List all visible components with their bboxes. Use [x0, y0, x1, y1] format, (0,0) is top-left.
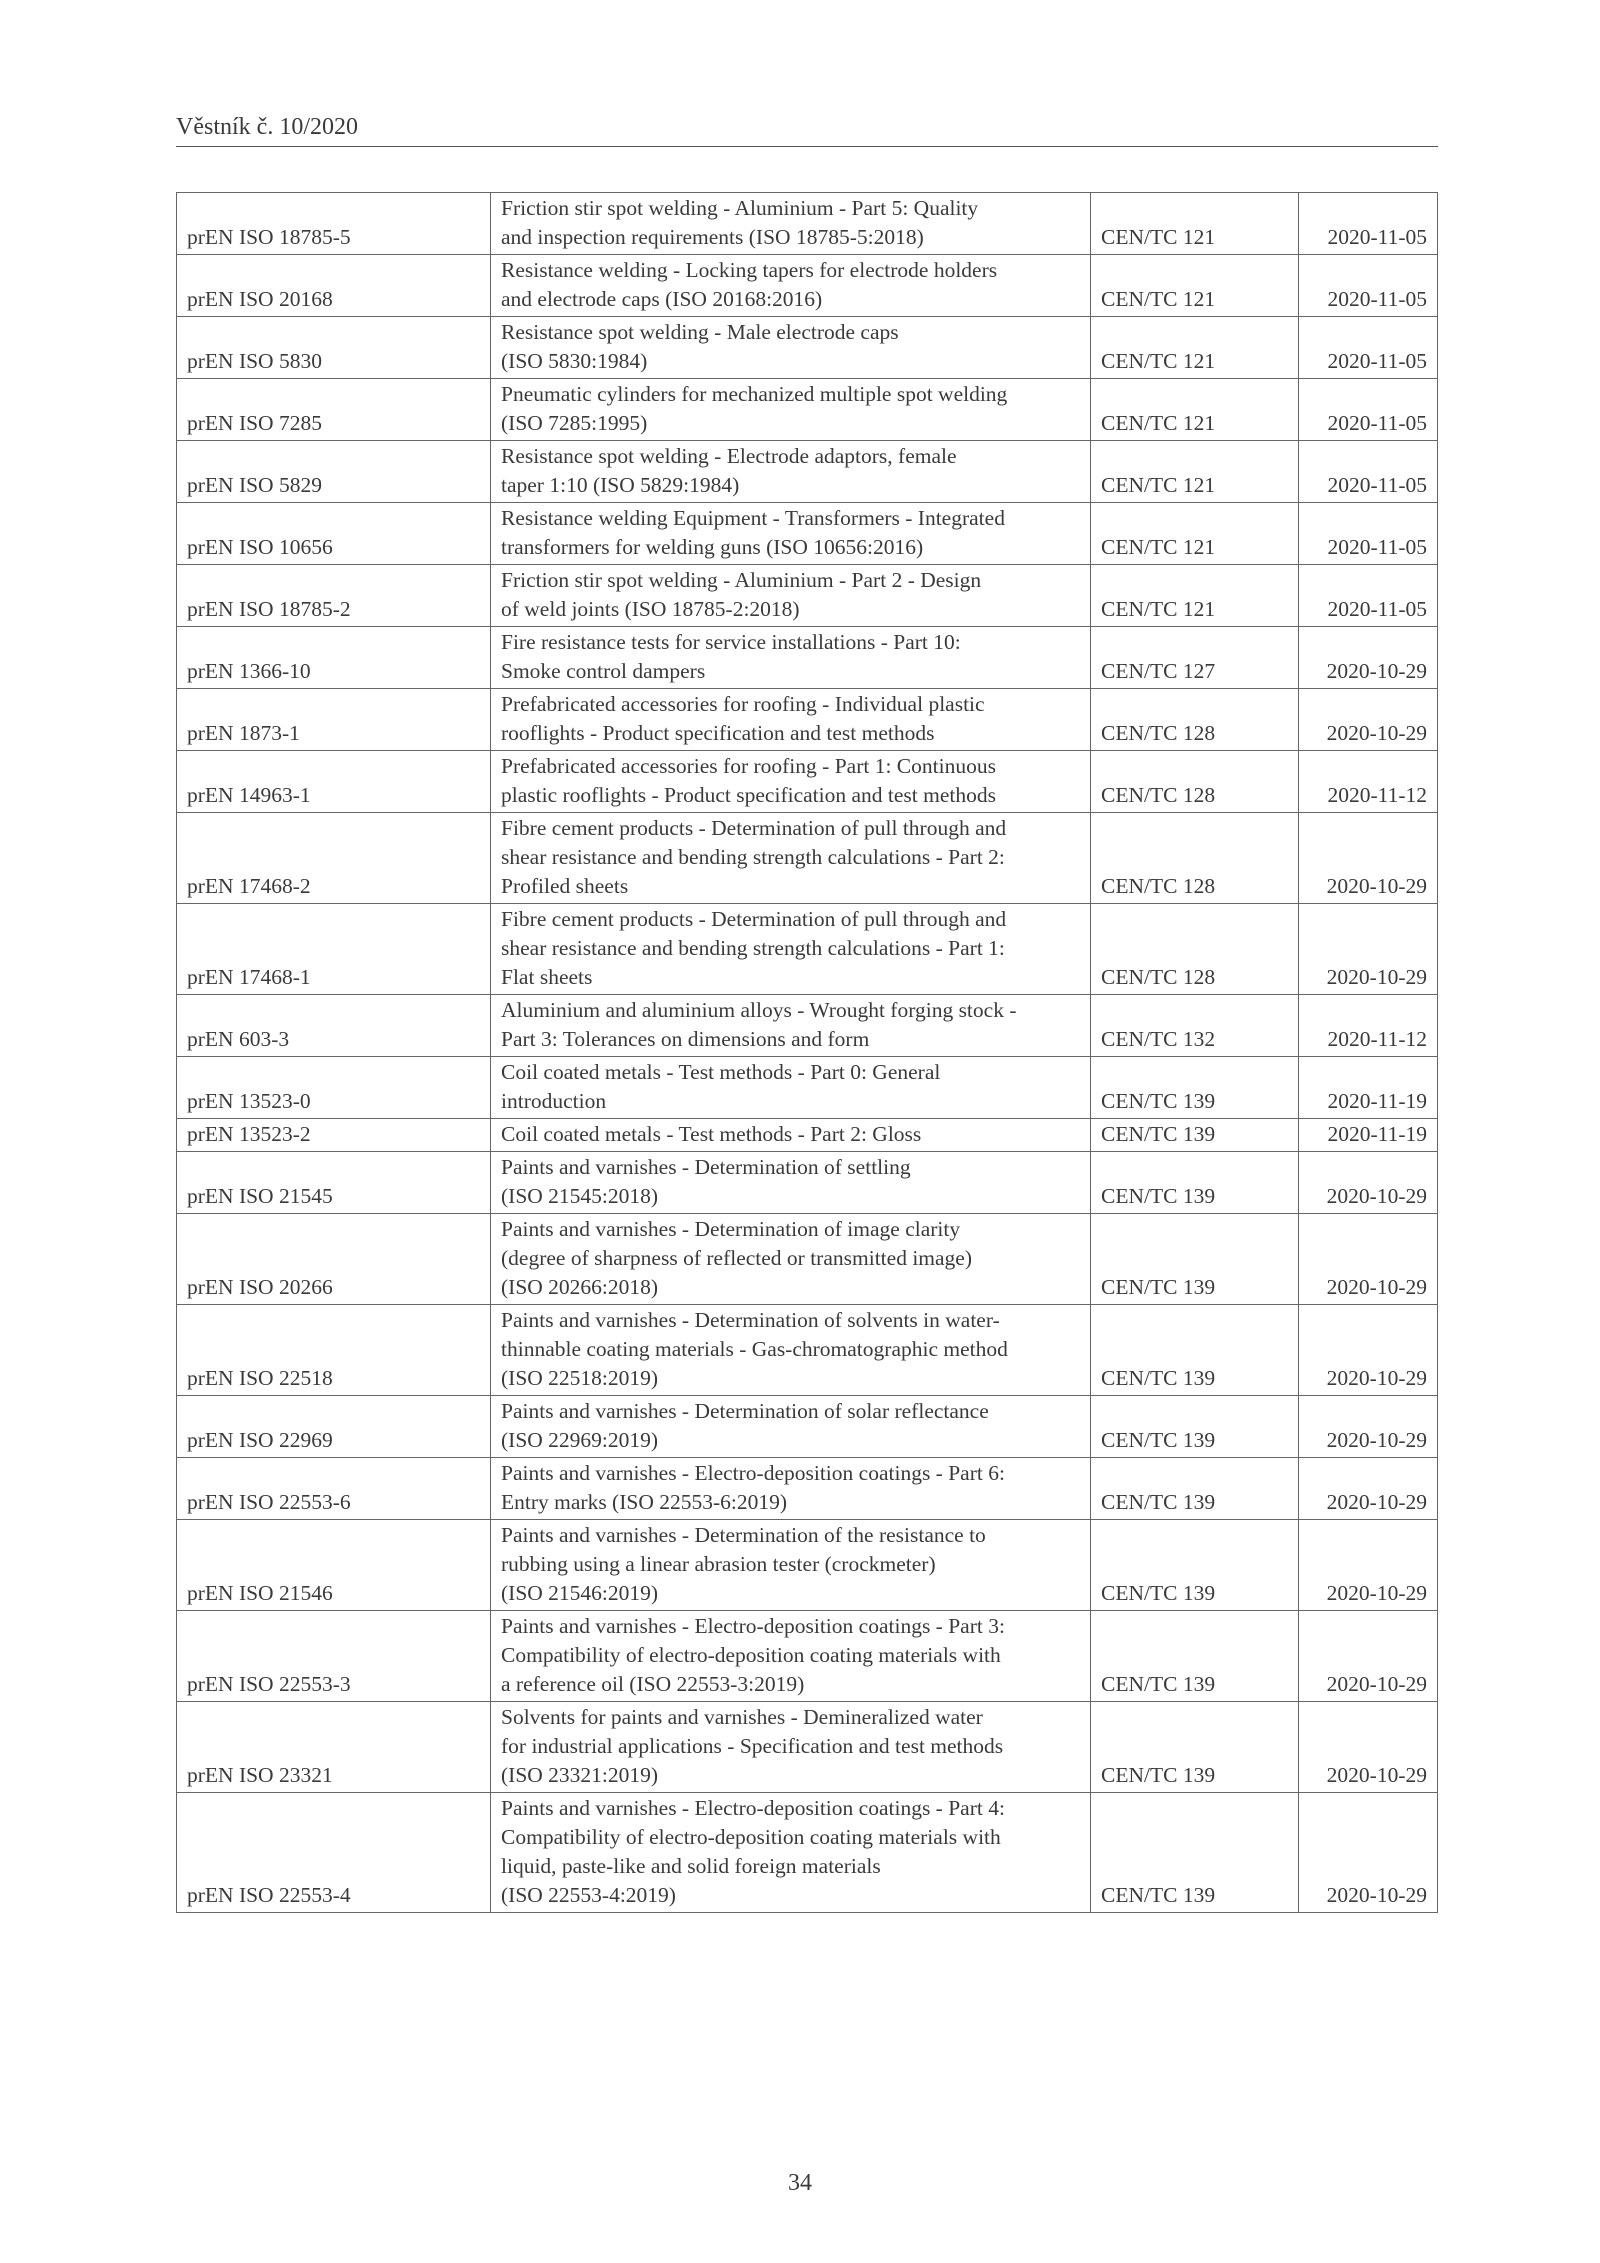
standard-code: prEN 14963-1: [177, 751, 491, 813]
standard-title-line: (ISO 7285:1995): [501, 411, 648, 435]
standard-title: [491, 1611, 1091, 1702]
table-row: [177, 1305, 1438, 1396]
standard-title-line: Coil coated metals - Test methods - Part 0: General: [501, 1060, 941, 1084]
deadline-date: 2020-10-29: [1299, 1793, 1438, 1913]
standard-title: [491, 503, 1091, 565]
standard-title-line: thinnable coating materials - Gas-chromatographic method: [501, 1337, 1008, 1361]
standard-code: prEN ISO 20168: [177, 255, 491, 317]
technical-committee: CEN/TC 139: [1091, 1396, 1299, 1458]
table-row: [177, 1119, 1438, 1152]
technical-committee: CEN/TC 139: [1091, 1520, 1299, 1611]
standard-code: prEN ISO 18785-2: [177, 565, 491, 627]
standard-title-line: Coil coated metals - Test methods - Part 2: Gloss: [501, 1122, 922, 1146]
standard-title: [491, 904, 1091, 995]
standard-code: prEN 1366-10: [177, 627, 491, 689]
standard-code: prEN 17468-2: [177, 813, 491, 904]
table-row: [177, 1611, 1438, 1702]
table-row: [177, 441, 1438, 503]
standard-title: [491, 751, 1091, 813]
standard-title-line: Profiled sheets: [501, 874, 629, 898]
standard-title-line: shear resistance and bending strength calculations - Part 2:: [501, 845, 1005, 869]
technical-committee: CEN/TC 121: [1091, 255, 1299, 317]
deadline-date: 2020-10-29: [1299, 1305, 1438, 1396]
table-row: [177, 193, 1438, 255]
standard-title-line: and inspection requirements (ISO 18785-5:2018): [501, 225, 924, 249]
standard-code: prEN ISO 22553-3: [177, 1611, 491, 1702]
standard-title: [491, 317, 1091, 379]
standard-title: [491, 813, 1091, 904]
table-row: [177, 1793, 1438, 1913]
table-row: [177, 1702, 1438, 1793]
technical-committee: CEN/TC 121: [1091, 317, 1299, 379]
standard-title-line: (ISO 21546:2019): [501, 1581, 659, 1605]
technical-committee: CEN/TC 121: [1091, 193, 1299, 255]
standard-title-line: (ISO 21545:2018): [501, 1184, 659, 1208]
standard-title-line: transformers for welding guns (ISO 10656:2016): [501, 535, 924, 559]
standard-title: [491, 379, 1091, 441]
standard-title: [491, 1520, 1091, 1611]
standard-title-line: Part 3: Tolerances on dimensions and form: [501, 1027, 870, 1051]
standard-title-line: for industrial applications - Specification and test methods: [501, 1734, 1004, 1758]
standard-code: prEN 17468-1: [177, 904, 491, 995]
technical-committee: CEN/TC 139: [1091, 1152, 1299, 1214]
standard-title: [491, 441, 1091, 503]
standard-title: [491, 1793, 1091, 1913]
standard-code: prEN ISO 20266: [177, 1214, 491, 1305]
deadline-date: 2020-10-29: [1299, 1702, 1438, 1793]
standard-title-line: taper 1:10 (ISO 5829:1984): [501, 473, 740, 497]
standard-code: prEN ISO 22553-4: [177, 1793, 491, 1913]
technical-committee: CEN/TC 139: [1091, 1214, 1299, 1305]
standard-title-line: and electrode caps (ISO 20168:2016): [501, 287, 823, 311]
standard-code: prEN ISO 23321: [177, 1702, 491, 1793]
technical-committee: CEN/TC 121: [1091, 565, 1299, 627]
standard-code: prEN ISO 22969: [177, 1396, 491, 1458]
standard-title: [491, 1152, 1091, 1214]
standard-title-line: Solvents for paints and varnishes - Demineralized water: [501, 1705, 983, 1729]
page-header: [176, 112, 1438, 147]
deadline-date: 2020-10-29: [1299, 1611, 1438, 1702]
technical-committee: CEN/TC 121: [1091, 441, 1299, 503]
standard-title-line: Smoke control dampers: [501, 659, 706, 683]
technical-committee: CEN/TC 132: [1091, 995, 1299, 1057]
technical-committee: CEN/TC 121: [1091, 503, 1299, 565]
standards-table: [176, 192, 1438, 1913]
table-row: [177, 1057, 1438, 1119]
standard-code: prEN ISO 10656: [177, 503, 491, 565]
standard-title-line: Resistance spot welding - Electrode adaptors, female: [501, 444, 957, 468]
standard-code: prEN ISO 18785-5: [177, 193, 491, 255]
standard-title: [491, 689, 1091, 751]
deadline-date: 2020-10-29: [1299, 1396, 1438, 1458]
table-row: [177, 1152, 1438, 1214]
standard-code: prEN 1873-1: [177, 689, 491, 751]
standard-title-line: shear resistance and bending strength calculations - Part 1:: [501, 936, 1005, 960]
standard-code: prEN ISO 21545: [177, 1152, 491, 1214]
standard-title-line: liquid, paste-like and solid foreign materials: [501, 1854, 881, 1878]
deadline-date: 2020-11-05: [1299, 317, 1438, 379]
standard-title-line: (ISO 20266:2018): [501, 1275, 659, 1299]
technical-committee: CEN/TC 128: [1091, 813, 1299, 904]
standard-title-line: Paints and varnishes - Electro-deposition coatings - Part 4:: [501, 1796, 1005, 1820]
deadline-date: 2020-11-05: [1299, 255, 1438, 317]
table-row: [177, 503, 1438, 565]
deadline-date: 2020-11-12: [1299, 995, 1438, 1057]
standard-title: [491, 1458, 1091, 1520]
journal-title: Věstník č. 10/2020: [176, 114, 358, 140]
standard-title-line: (ISO 22553-4:2019): [501, 1883, 676, 1907]
page-number: 34: [788, 2170, 812, 2196]
technical-committee: CEN/TC 139: [1091, 1119, 1299, 1152]
table-row: [177, 379, 1438, 441]
standard-code: prEN ISO 21546: [177, 1520, 491, 1611]
table-row: [177, 751, 1438, 813]
standard-title-line: plastic rooflights - Product specification and test methods: [501, 783, 996, 807]
technical-committee: CEN/TC 139: [1091, 1611, 1299, 1702]
standard-title-line: Paints and varnishes - Determination of solar reflectance: [501, 1399, 989, 1423]
standard-title-line: (ISO 22969:2019): [501, 1428, 659, 1452]
table-row: [177, 904, 1438, 995]
technical-committee: CEN/TC 127: [1091, 627, 1299, 689]
standard-title-line: Paints and varnishes - Determination of the resistance to: [501, 1523, 986, 1547]
standard-title-line: Paints and varnishes - Determination of settling: [501, 1155, 911, 1179]
deadline-date: 2020-10-29: [1299, 627, 1438, 689]
standard-title-line: Friction stir spot welding - Aluminium - Part 5: Quality: [501, 196, 979, 220]
technical-committee: CEN/TC 139: [1091, 1702, 1299, 1793]
standard-code: prEN 603-3: [177, 995, 491, 1057]
deadline-date: 2020-10-29: [1299, 689, 1438, 751]
deadline-date: 2020-10-29: [1299, 813, 1438, 904]
standard-title-line: Pneumatic cylinders for mechanized multiple spot welding: [501, 382, 1008, 406]
technical-committee: CEN/TC 121: [1091, 379, 1299, 441]
deadline-date: 2020-11-05: [1299, 193, 1438, 255]
standard-title: [491, 1119, 1091, 1152]
deadline-date: 2020-10-29: [1299, 1214, 1438, 1305]
standard-title-line: Resistance spot welding - Male electrode caps: [501, 320, 899, 344]
standard-title-line: Fire resistance tests for service installations - Part 10:: [501, 630, 961, 654]
standard-code: prEN 13523-0: [177, 1057, 491, 1119]
standard-title-line: Resistance welding - Locking tapers for electrode holders: [501, 258, 998, 282]
standard-title-line: Fibre cement products - Determination of pull through and: [501, 816, 1007, 840]
standard-code: prEN ISO 5830: [177, 317, 491, 379]
table-row: [177, 813, 1438, 904]
deadline-date: 2020-11-12: [1299, 751, 1438, 813]
standard-title-line: Paints and varnishes - Determination of solvents in water-: [501, 1308, 1000, 1332]
standard-title-line: (ISO 22518:2019): [501, 1366, 659, 1390]
standard-title: [491, 1214, 1091, 1305]
standard-title: [491, 255, 1091, 317]
deadline-date: 2020-11-05: [1299, 441, 1438, 503]
standard-title: [491, 565, 1091, 627]
standard-title-line: Friction stir spot welding - Aluminium - Part 2 - Design: [501, 568, 982, 592]
standard-code: prEN ISO 7285: [177, 379, 491, 441]
standard-title: [491, 193, 1091, 255]
standard-title-line: rubbing using a linear abrasion tester (crockmeter): [501, 1552, 936, 1576]
standard-code: prEN ISO 22518: [177, 1305, 491, 1396]
standard-title-line: Entry marks (ISO 22553-6:2019): [501, 1490, 788, 1514]
standard-title-line: Prefabricated accessories for roofing - Part 1: Continuous: [501, 754, 996, 778]
deadline-date: 2020-10-29: [1299, 1152, 1438, 1214]
table-row: [177, 255, 1438, 317]
table-row: [177, 565, 1438, 627]
standard-title-line: introduction: [501, 1089, 607, 1113]
table-row: [177, 1396, 1438, 1458]
deadline-date: 2020-10-29: [1299, 904, 1438, 995]
technical-committee: CEN/TC 128: [1091, 904, 1299, 995]
deadline-date: 2020-10-29: [1299, 1520, 1438, 1611]
standard-title: [491, 627, 1091, 689]
deadline-date: 2020-10-29: [1299, 1458, 1438, 1520]
table-row: [177, 1214, 1438, 1305]
deadline-date: 2020-11-19: [1299, 1119, 1438, 1152]
table-row: [177, 317, 1438, 379]
standard-title: [491, 1396, 1091, 1458]
table-row: [177, 1520, 1438, 1611]
table-row: [177, 627, 1438, 689]
standard-title-line: Prefabricated accessories for roofing - Individual plastic: [501, 692, 985, 716]
deadline-date: 2020-11-05: [1299, 379, 1438, 441]
technical-committee: CEN/TC 139: [1091, 1305, 1299, 1396]
standard-code: prEN ISO 5829: [177, 441, 491, 503]
standard-title-line: a reference oil (ISO 22553-3:2019): [501, 1672, 805, 1696]
standard-title-line: Compatibility of electro-deposition coating materials with: [501, 1643, 1001, 1667]
standard-code: prEN ISO 22553-6: [177, 1458, 491, 1520]
technical-committee: CEN/TC 128: [1091, 689, 1299, 751]
standard-title-line: Flat sheets: [501, 965, 593, 989]
technical-committee: CEN/TC 139: [1091, 1057, 1299, 1119]
deadline-date: 2020-11-05: [1299, 503, 1438, 565]
table-row: [177, 1458, 1438, 1520]
standard-title: [491, 1702, 1091, 1793]
standard-title-line: Paints and varnishes - Electro-deposition coatings - Part 6:: [501, 1461, 1005, 1485]
technical-committee: CEN/TC 128: [1091, 751, 1299, 813]
standard-title-line: rooflights - Product specification and test methods: [501, 721, 935, 745]
standard-code: prEN 13523-2: [177, 1119, 491, 1152]
standard-title-line: Aluminium and aluminium alloys - Wrought forging stock -: [501, 998, 1017, 1022]
technical-committee: CEN/TC 139: [1091, 1458, 1299, 1520]
standard-title-line: Paints and varnishes - Electro-deposition coatings - Part 3:: [501, 1614, 1005, 1638]
standards-table-body: [177, 193, 1438, 1913]
standard-title-line: Paints and varnishes - Determination of image clarity: [501, 1217, 961, 1241]
table-row: [177, 995, 1438, 1057]
standard-title: [491, 1305, 1091, 1396]
standard-title-line: Compatibility of electro-deposition coating materials with: [501, 1825, 1001, 1849]
table-row: [177, 689, 1438, 751]
standard-title-line: (ISO 5830:1984): [501, 349, 648, 373]
technical-committee: CEN/TC 139: [1091, 1793, 1299, 1913]
standard-title-line: Fibre cement products - Determination of pull through and: [501, 907, 1007, 931]
deadline-date: 2020-11-05: [1299, 565, 1438, 627]
standard-title-line: of weld joints (ISO 18785-2:2018): [501, 597, 800, 621]
deadline-date: 2020-11-19: [1299, 1057, 1438, 1119]
standard-title: [491, 1057, 1091, 1119]
standard-title-line: (ISO 23321:2019): [501, 1763, 659, 1787]
standard-title: [491, 995, 1091, 1057]
standard-title-line: Resistance welding Equipment - Transformers - Integrated: [501, 506, 1005, 530]
standard-title-line: (degree of sharpness of reflected or transmitted image): [501, 1246, 973, 1270]
